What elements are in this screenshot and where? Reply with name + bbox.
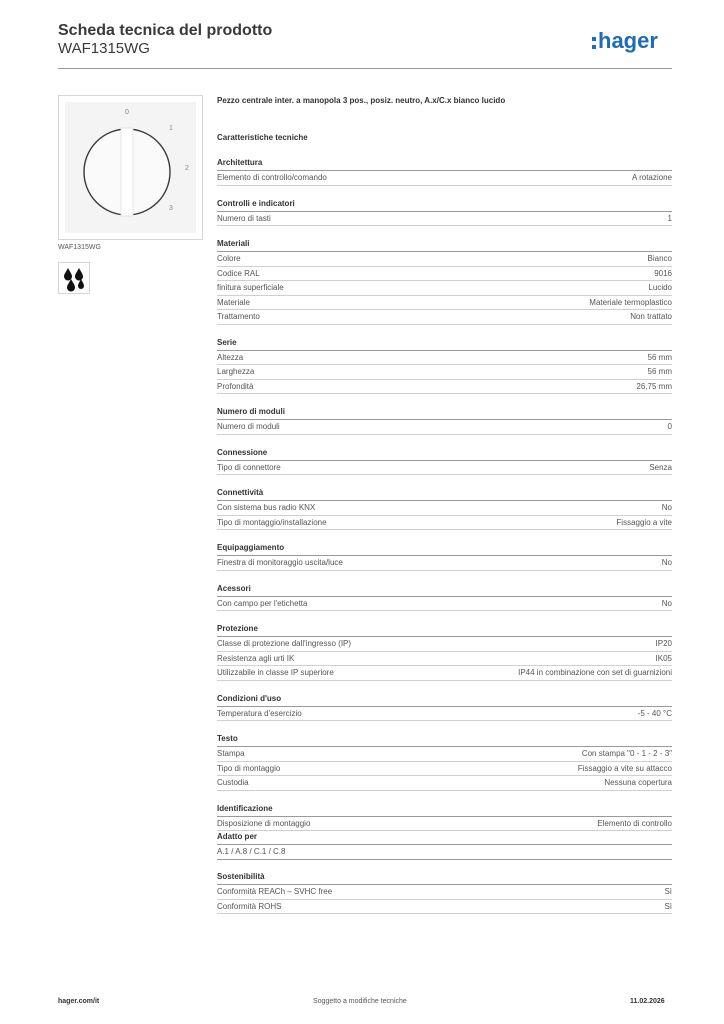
spec-row: [217, 252, 672, 267]
section-title: Protezione: [217, 624, 672, 637]
spec-row: [217, 281, 672, 296]
dial-label-3: 3: [169, 205, 173, 212]
section-title: Connettività: [217, 488, 672, 501]
logo-dot-bottom: [592, 45, 596, 49]
section-title: Connessione: [217, 448, 672, 461]
spec-label: Altezza: [217, 352, 244, 362]
product-image-frame: [58, 95, 203, 240]
spec-section: [217, 488, 672, 530]
spec-row: [217, 461, 672, 476]
image-caption: WAF1315WG: [58, 244, 101, 251]
footer-date: 11.02.2026: [630, 998, 665, 1005]
spec-label: Tipo di montaggio: [217, 763, 281, 773]
water-drops-icon: [58, 262, 90, 294]
spec-label: Stampa: [217, 749, 245, 758]
spec-label: Con sistema bus radio KNX: [217, 503, 316, 512]
footer-website[interactable]: hager.com/it: [58, 998, 100, 1005]
spec-section: [217, 239, 672, 325]
spec-section: [217, 448, 672, 476]
spec-value: 9016: [654, 268, 672, 278]
spec-label: Con campo per l'etichetta: [217, 598, 308, 608]
section-title: Acessori: [217, 584, 672, 597]
spec-section: [217, 694, 672, 722]
spec-label: Finestra di monitoraggio uscita/luce: [217, 558, 343, 567]
spec-value: No: [661, 503, 672, 512]
section-title: Numero di moduli: [217, 407, 672, 420]
spec-label: Numero di tasti: [217, 213, 271, 223]
spec-section: [217, 199, 672, 227]
section-title: Condizioni d'uso: [217, 694, 672, 707]
spec-value: Lucido: [648, 283, 672, 292]
spec-label: Tipo di connettore: [217, 462, 281, 472]
dial-label-1: 1: [169, 125, 173, 132]
spec-section: [217, 407, 672, 435]
spec-row: [217, 747, 672, 762]
section-title: Identificazione: [217, 804, 672, 817]
spec-row: [217, 365, 672, 380]
spec-value: 1: [667, 213, 672, 223]
spec-value: Materiale termoplastico: [589, 297, 672, 307]
spec-row: [217, 817, 672, 832]
spec-row: [217, 637, 672, 652]
section-title: Materiali: [217, 239, 672, 252]
section-title: Serie: [217, 338, 672, 351]
spec-section: [217, 543, 672, 571]
dial-label-0: 0: [125, 109, 129, 116]
spec-value: -5 - 40 °C: [637, 708, 672, 718]
spec-row: [217, 776, 672, 791]
spec-sections: [217, 158, 672, 831]
logo-dot-top: [592, 37, 596, 41]
page-title: Scheda tecnica del prodotto: [58, 22, 273, 39]
spec-value: Elemento di controllo: [597, 818, 672, 828]
spec-label: Codice RAL: [217, 268, 260, 278]
dial-label-2: 2: [185, 165, 189, 172]
spec-row: [217, 212, 672, 227]
spec-row: [217, 597, 672, 612]
spec-label: finitura superficiale: [217, 283, 284, 292]
spec-section: [217, 584, 672, 612]
suitable-row: [217, 845, 672, 860]
spec-value: Nessuna copertura: [604, 778, 672, 787]
spec-label: Resistenza agli urti IK: [217, 653, 295, 663]
spec-row: [217, 516, 672, 531]
spec-row: [217, 556, 672, 571]
spec-value: 26,75 mm: [636, 381, 672, 391]
spec-row: [217, 666, 672, 681]
spec-value: No: [661, 558, 672, 567]
spec-row: [217, 351, 672, 366]
section-title: Controlli e indicatori: [217, 199, 672, 212]
spec-value: Bianco: [647, 254, 672, 263]
spec-value: Con stampa "0 - 1 - 2 - 3": [581, 749, 672, 758]
spec-value: IP20: [655, 639, 672, 648]
spec-row: [217, 267, 672, 282]
spec-value: Senza: [649, 462, 672, 472]
spec-section: [217, 338, 672, 395]
spec-row: [217, 501, 672, 516]
spec-label: Tipo di montaggio/installazione: [217, 517, 327, 527]
spec-row: [217, 380, 672, 395]
spec-label: Classe di protezione dall'ingresso (IP): [217, 639, 352, 648]
footer-notice: Soggetto a modifiche tecniche: [313, 998, 407, 1005]
spec-value: Fissaggio a vite: [616, 517, 672, 527]
section-title: Equipaggiamento: [217, 543, 672, 556]
spec-value: Sì: [664, 887, 672, 896]
hager-logo: [592, 27, 676, 59]
spec-row: [217, 420, 672, 435]
spec-label: Temperatura d'esercizio: [217, 708, 302, 718]
sustainability-section: [217, 872, 672, 914]
spec-value: Non trattato: [630, 312, 672, 321]
spec-row: [217, 171, 672, 186]
spec-value: Sì: [664, 901, 672, 911]
spec-section: [217, 804, 672, 832]
spec-row: [217, 885, 672, 900]
spec-label: Conformità REACh – SVHC free: [217, 887, 333, 896]
product-description: Pezzo centrale inter. a manopola 3 pos., posiz. neutro, A.x/C.x bianco lucido: [217, 96, 506, 105]
spec-label: Elemento di controllo/comando: [217, 173, 327, 182]
switch-knob: [121, 128, 133, 216]
spec-value: 56 mm: [647, 367, 672, 376]
spec-section: [217, 734, 672, 791]
section-title: Testo: [217, 734, 672, 747]
spec-label: Trattamento: [217, 312, 260, 321]
spec-value: IK05: [655, 653, 672, 663]
spec-value: A rotazione: [631, 173, 672, 182]
spec-label: Disposizione di montaggio: [217, 818, 311, 828]
spec-row: [217, 310, 672, 325]
spec-label: Numero di moduli: [217, 422, 280, 431]
spec-value: 0: [667, 422, 672, 431]
suitable-title: Adatto per: [217, 832, 672, 845]
tech-characteristics-title: Caratteristiche tecniche: [217, 133, 308, 142]
rotary-switch-image: [65, 102, 196, 233]
spec-row: [217, 707, 672, 722]
spec-label: Custodia: [217, 778, 249, 787]
spec-section: [217, 624, 672, 681]
spec-value: IP44 in combinazione con set di guarnizioni: [518, 668, 672, 677]
header-divider: [58, 68, 672, 69]
spec-label: Colore: [217, 254, 241, 263]
spec-row: [217, 652, 672, 667]
spec-row: [217, 762, 672, 777]
spec-label: Utilizzabile in classe IP superiore: [217, 668, 334, 677]
spec-label: Conformità ROHS: [217, 901, 282, 911]
spec-section: [217, 158, 672, 186]
spec-label: Profondità: [217, 381, 254, 391]
suitable-for-section: [217, 832, 672, 860]
sustainability-title: Sostenibilità: [217, 872, 672, 885]
spec-row: [217, 296, 672, 311]
spec-value: Fissaggio a vite su attacco: [577, 763, 672, 773]
spec-row: [217, 900, 672, 915]
spec-content: [217, 96, 672, 831]
suitable-value: A.1 / A.8 / C.1 / C.8: [217, 847, 286, 856]
spec-label: Larghezza: [217, 367, 255, 376]
spec-value: 56 mm: [647, 352, 672, 362]
product-code: WAF1315WG: [58, 40, 150, 57]
section-title: Architettura: [217, 158, 672, 171]
spec-value: No: [661, 598, 672, 608]
logo-text: hager: [598, 28, 658, 53]
spec-label: Materiale: [217, 297, 250, 307]
